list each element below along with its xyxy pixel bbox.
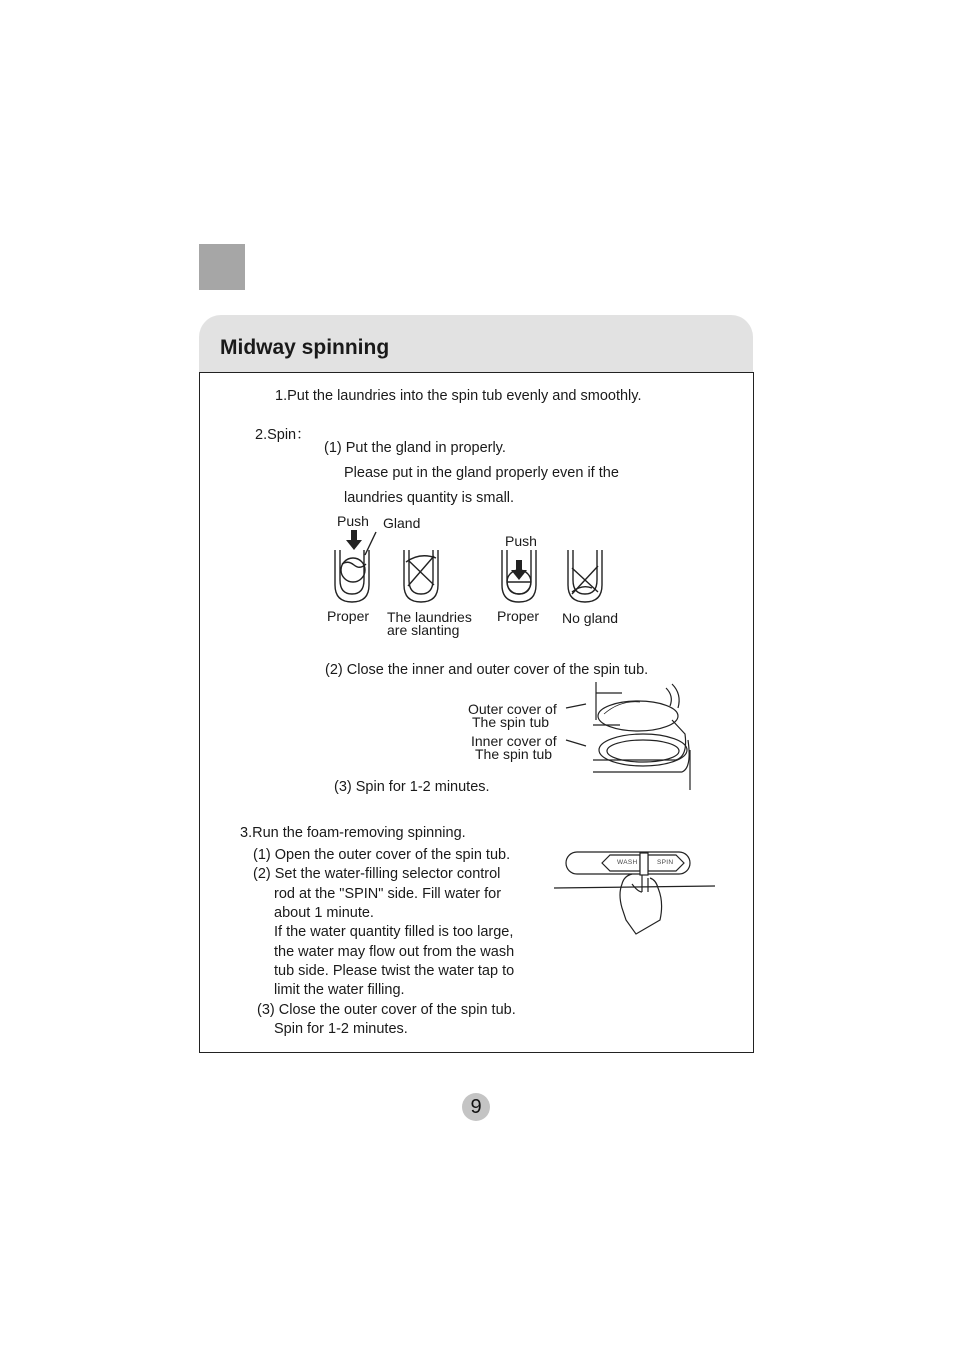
step-2-sub-1: (1) Put the gland in properly. [324,440,506,456]
outer-cover-label-2: The spin tub [472,714,550,730]
step-3-line: the water may flow out from the wash [274,944,515,960]
proper-label-1: Proper [327,608,370,624]
outer-cover-label-1: Outer cover of [468,701,557,717]
gland-figure [320,530,620,610]
step-3-line: rod at the "SPIN" side. Fill water for [274,886,502,902]
step-2-sub-3: (3) Spin for 1-2 minutes. [334,779,490,795]
step-2-sub-2: (2) Close the inner and outer cover of the spin tub. [325,662,649,678]
step-2-sub-1-note-2: laundries quantity is small. [344,490,515,506]
slanting-label-2: are slanting [387,622,460,638]
step-3-line: (2) Set the water-filling selector control [253,866,501,882]
step-3-line: limit the water filling. [274,982,405,998]
inner-cover-label-2: The spin tub [475,746,553,762]
wash-label: WASH [617,859,638,866]
push-label-right: Push [505,533,537,549]
page-number: 9 [462,1093,490,1121]
inner-cover-label-1: Inner cover of [471,733,557,749]
section-marker [199,244,245,290]
gland-label: Gland [383,515,421,531]
no-gland-label: No gland [562,610,619,626]
step-3-line: (3) Close the outer cover of the spin tub. [257,1002,516,1018]
step-3-line: Spin for 1-2 minutes. [274,1021,408,1037]
step-3-line: tub side. Please twist the water tap to [274,963,515,979]
step-3-label: 3.Run the foam-removing spinning. [240,825,466,841]
proper-label-2: Proper [497,608,540,624]
spin-label: SPIN [657,859,674,866]
step-2-label: 2.Spin： [255,427,311,443]
section-title: Midway spinning [220,336,390,359]
step-3-line: If the water quantity filled is too large, [274,924,514,940]
step-3-line: about 1 minute. [274,905,374,921]
spin-tub-cover-figure [560,680,695,792]
step-2-sub-1-note-1: Please put in the gland properly even if the [344,465,619,481]
slanting-label-1: The laundries [387,609,472,625]
push-label-left: Push [337,513,369,529]
step-1-text: 1.Put the laundries into the spin tub evenly and smoothly. [275,388,642,404]
step-3-line: (1) Open the outer cover of the spin tub. [253,847,511,863]
